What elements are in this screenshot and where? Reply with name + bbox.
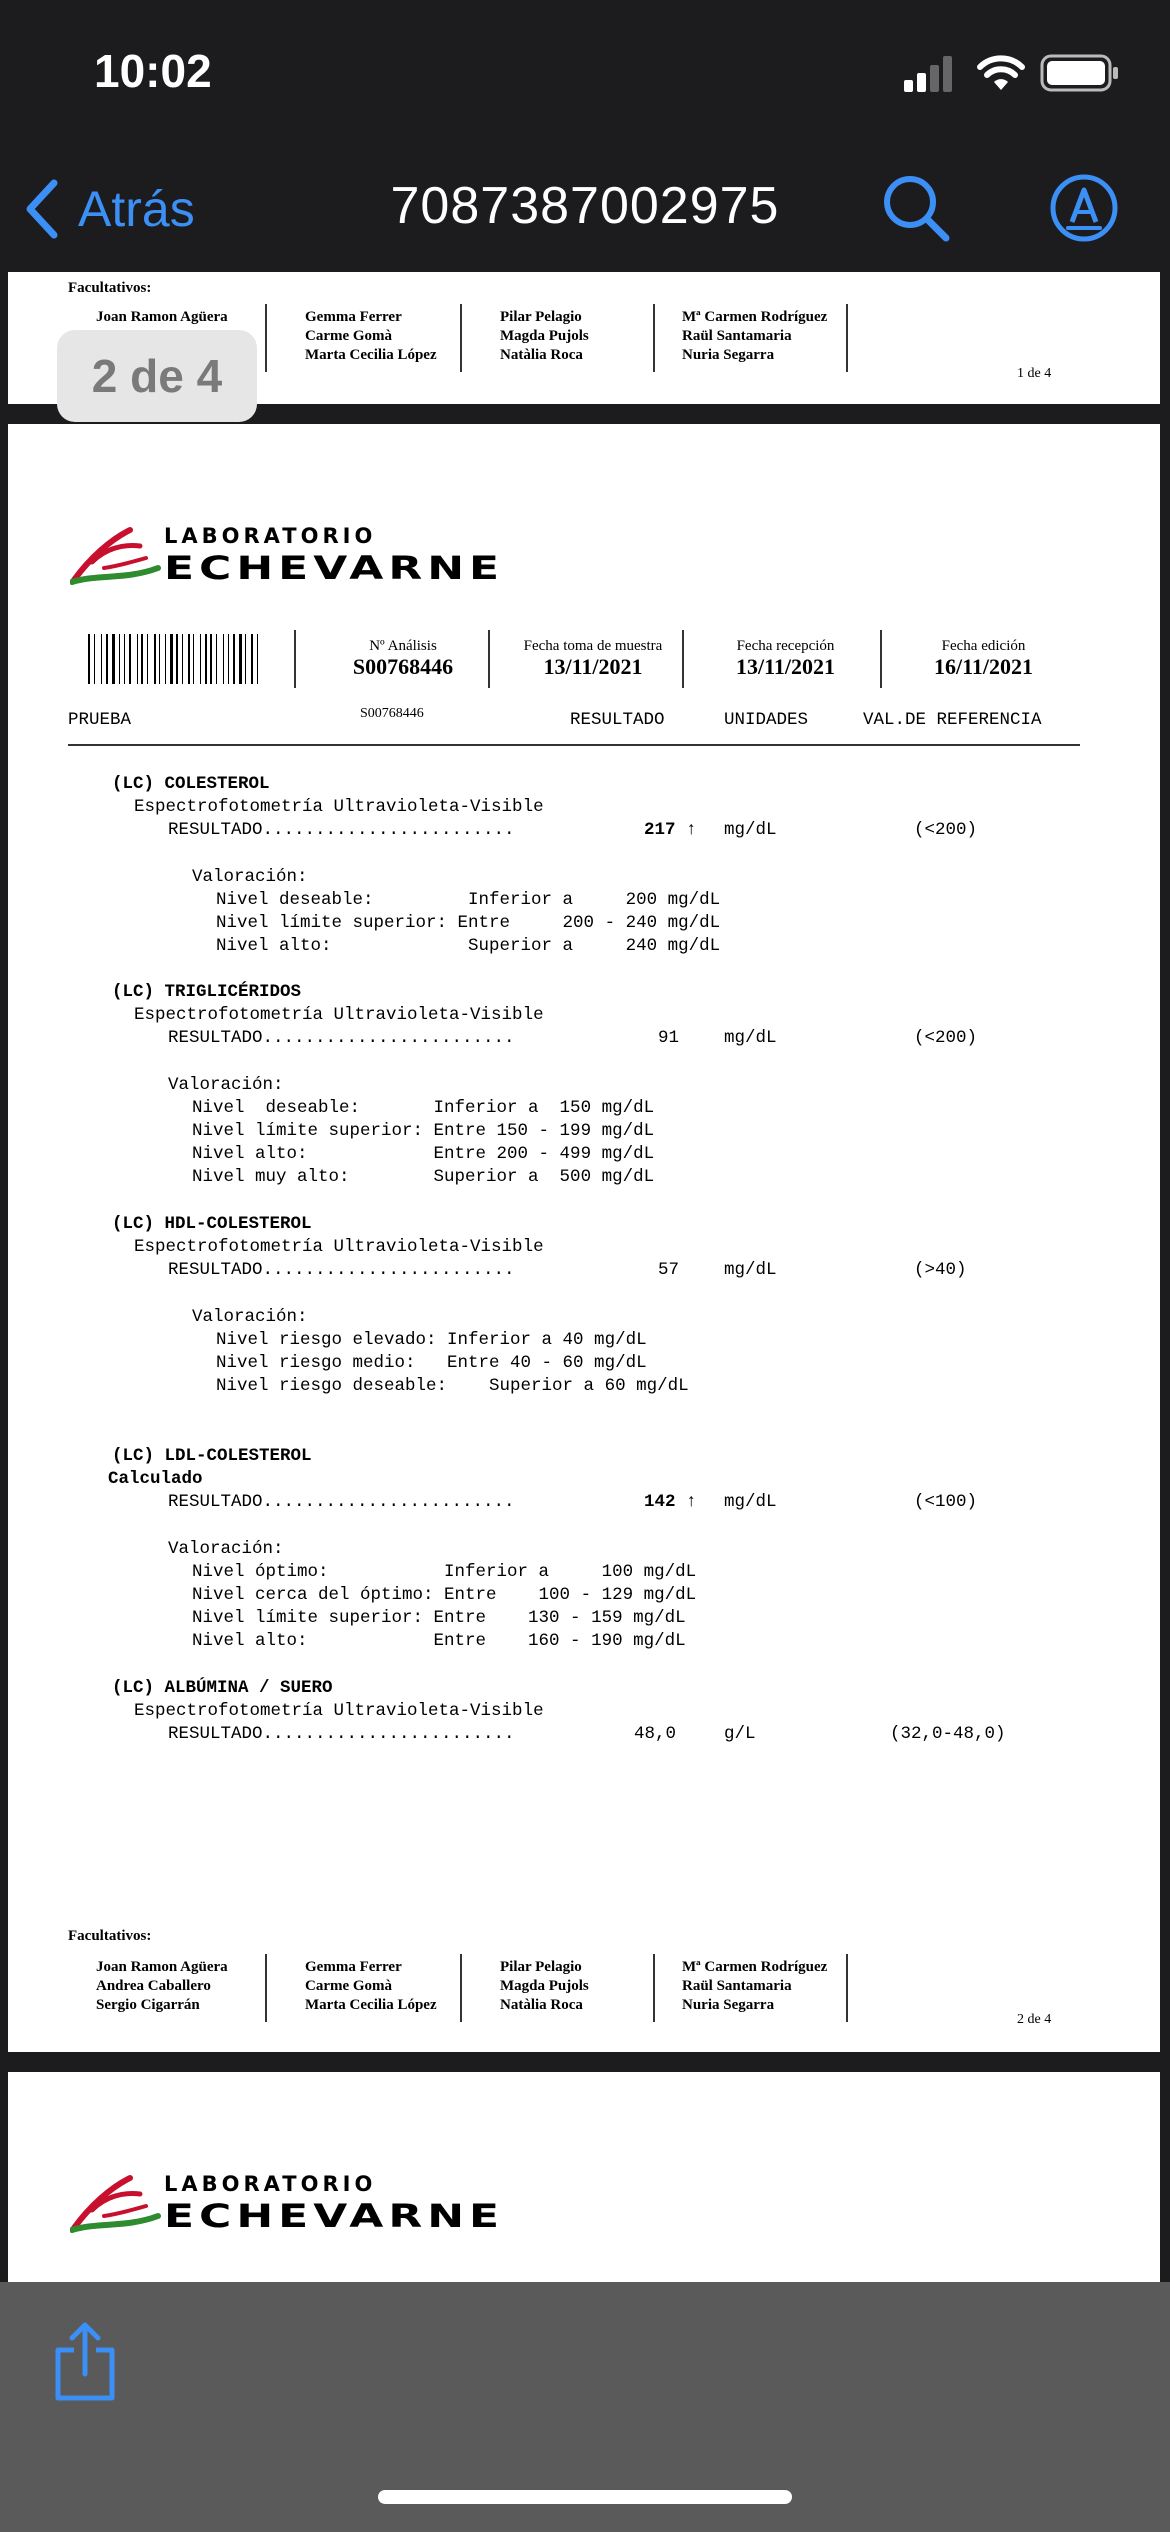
valoracion-line: Nivel límite superior: Entre 150 - 199 mg/dL	[192, 1121, 655, 1141]
result-label: RESULTADO........................	[168, 1028, 515, 1048]
result-value: 48,0	[634, 1724, 677, 1744]
page-number: 1 de 4	[1017, 366, 1052, 381]
wifi-icon	[976, 54, 1026, 92]
divider	[294, 630, 296, 688]
pdf-page-2	[8, 424, 1160, 2052]
logo-main-text: ECHEVARNE	[164, 2198, 505, 2235]
share-icon	[50, 2322, 120, 2402]
logo-top-text: LABORATORIO	[164, 2172, 377, 2196]
column-reference: VAL.DE REFERENCIA	[863, 710, 1042, 730]
doctor-column: Joan Ramon Agüera Andrea Caballero Sergio Cigarrán	[96, 1959, 228, 2013]
result-value: 57	[658, 1260, 680, 1280]
logo-mark-icon	[70, 2170, 162, 2234]
navigation-bar	[0, 150, 1170, 270]
page-number: 2 de 4	[1017, 2012, 1052, 2027]
test-method: Espectrofotometría Ultravioleta-Visible	[134, 1701, 544, 1721]
home-indicator[interactable]	[378, 2490, 792, 2504]
reception-date-value: 13/11/2021	[735, 654, 835, 679]
sample-date-label: Fecha toma de muestra	[523, 638, 663, 654]
result-value: 91	[658, 1028, 680, 1048]
doctor-column: Mª Carmen Rodríguez Raül Santamaria Nuria Segarra	[682, 1959, 828, 2013]
valoracion-line: Nivel cerca del óptimo: Entre 100 - 129 mg/dL	[192, 1585, 697, 1605]
logo-main-text: ECHEVARNE	[164, 550, 505, 587]
analysis-label: Nº Análisis	[369, 638, 437, 654]
test-name: (LC) ALBÚMINA / SUERO	[112, 1678, 333, 1698]
header-rule	[68, 744, 1080, 746]
barcode	[88, 634, 296, 684]
edition-date-value: 16/11/2021	[933, 654, 1033, 679]
test-method: Calculado	[108, 1469, 203, 1489]
result-reference: (32,0-48,0)	[890, 1724, 1006, 1744]
valoracion-line: Nivel riesgo deseable: Superior a 60 mg/dL	[216, 1376, 689, 1396]
divider	[460, 1954, 462, 2022]
divider	[265, 304, 267, 372]
pdf-page-3	[8, 2072, 1160, 2282]
test-method: Espectrofotometría Ultravioleta-Visible	[134, 1005, 544, 1025]
valoracion-line: Nivel alto: Entre 160 - 190 mg/dL	[192, 1631, 686, 1651]
result-reference: (>40)	[914, 1260, 967, 1280]
valoracion-line: Nivel alto: Superior a 240 mg/dL	[216, 936, 721, 956]
divider	[460, 304, 462, 372]
share-button[interactable]	[50, 2322, 120, 2402]
valoracion-label: Valoración:	[168, 1075, 284, 1095]
result-reference: (<200)	[914, 1028, 978, 1048]
divider	[846, 304, 848, 372]
doctor-column: Gemma Ferrer Carme Gomà Marta Cecilia López	[305, 309, 437, 363]
result-unit: g/L	[724, 1724, 756, 1744]
divider	[653, 304, 655, 372]
result-reference: (<200)	[914, 820, 978, 840]
valoracion-line: Nivel óptimo: Inferior a 100 mg/dL	[192, 1562, 697, 1582]
test-name: (LC) TRIGLICÉRIDOS	[112, 982, 302, 1002]
divider	[265, 1954, 267, 2022]
logo-top-text: LABORATORIO	[164, 524, 377, 548]
cellular-signal-icon	[904, 56, 954, 92]
result-unit: mg/dL	[724, 1492, 777, 1512]
result-label: RESULTADO........................	[168, 1724, 515, 1744]
status-bar	[0, 0, 1170, 140]
divider	[846, 1954, 848, 2022]
result-label: RESULTADO........................	[168, 1492, 515, 1512]
facultativos-label: Facultativos:	[68, 1928, 152, 1944]
facultativos-label: Facultativos:	[68, 280, 152, 296]
barcode-text: S00768446	[360, 706, 424, 721]
result-label: RESULTADO........................	[168, 820, 515, 840]
result-label: RESULTADO........................	[168, 1260, 515, 1280]
valoracion-line: Nivel límite superior: Entre 130 - 159 mg/dL	[192, 1608, 686, 1628]
doctor-column: Joan Ramon Agüera	[96, 309, 228, 325]
valoracion-line: Nivel deseable: Inferior a 150 mg/dL	[192, 1098, 655, 1118]
page-indicator: 2 de 4	[57, 330, 257, 422]
search-icon	[880, 172, 952, 244]
column-test: PRUEBA	[68, 710, 132, 730]
result-reference: (<100)	[914, 1492, 978, 1512]
back-label: Atrás	[78, 181, 195, 237]
laboratorio-logo	[70, 522, 590, 612]
column-units: UNIDADES	[724, 710, 809, 730]
result-unit: mg/dL	[724, 1028, 777, 1048]
valoracion-line: Nivel muy alto: Superior a 500 mg/dL	[192, 1167, 655, 1187]
search-button[interactable]	[880, 172, 952, 249]
test-name: (LC) LDL-COLESTEROL	[112, 1446, 312, 1466]
result-unit: mg/dL	[724, 820, 777, 840]
markup-button[interactable]	[1048, 172, 1120, 249]
laboratorio-logo	[70, 2170, 590, 2260]
result-value: 217 ↑	[644, 820, 697, 840]
status-time: 10:02	[94, 45, 212, 97]
result-value: 142 ↑	[644, 1492, 697, 1512]
test-name: (LC) HDL-COLESTEROL	[112, 1214, 312, 1234]
valoracion-line: Nivel riesgo medio: Entre 40 - 60 mg/dL	[216, 1353, 647, 1373]
divider	[682, 630, 684, 688]
column-result: RESULTADO	[570, 710, 665, 730]
result-unit: mg/dL	[724, 1260, 777, 1280]
test-method: Espectrofotometría Ultravioleta-Visible	[134, 797, 544, 817]
divider	[653, 1954, 655, 2022]
analysis-value: S00768446	[352, 654, 454, 679]
doctor-column: Gemma Ferrer Carme Gomà Marta Cecilia López	[305, 1959, 437, 2013]
valoracion-label: Valoración:	[192, 867, 308, 887]
sample-date-value: 13/11/2021	[543, 654, 643, 679]
document-title: 7087387002975	[390, 177, 780, 235]
valoracion-line: Nivel deseable: Inferior a 200 mg/dL	[216, 890, 721, 910]
valoracion-label: Valoración:	[168, 1539, 284, 1559]
logo-mark-icon	[70, 522, 162, 586]
battery-icon	[1040, 54, 1120, 92]
test-method: Espectrofotometría Ultravioleta-Visible	[134, 1237, 544, 1257]
doctor-column: Pilar Pelagio Magda Pujols Natàlia Roca	[500, 1959, 589, 2013]
edition-date-label: Fecha edición	[941, 638, 1026, 654]
doctor-column: Mª Carmen Rodríguez Raül Santamaria Nuria Segarra	[682, 309, 828, 363]
reception-date-label: Fecha recepción	[736, 638, 835, 654]
test-name: (LC) COLESTEROL	[112, 774, 270, 794]
doctor-column: Pilar Pelagio Magda Pujols Natàlia Roca	[500, 309, 589, 363]
valoracion-line: Nivel límite superior: Entre 200 - 240 mg/dL	[216, 913, 721, 933]
divider	[880, 630, 882, 688]
valoracion-line: Nivel alto: Entre 200 - 499 mg/dL	[192, 1144, 655, 1164]
valoracion-line: Nivel riesgo elevado: Inferior a 40 mg/dL	[216, 1330, 647, 1350]
valoracion-label: Valoración:	[192, 1307, 308, 1327]
divider	[488, 630, 490, 688]
markup-pen-icon	[1048, 172, 1120, 244]
